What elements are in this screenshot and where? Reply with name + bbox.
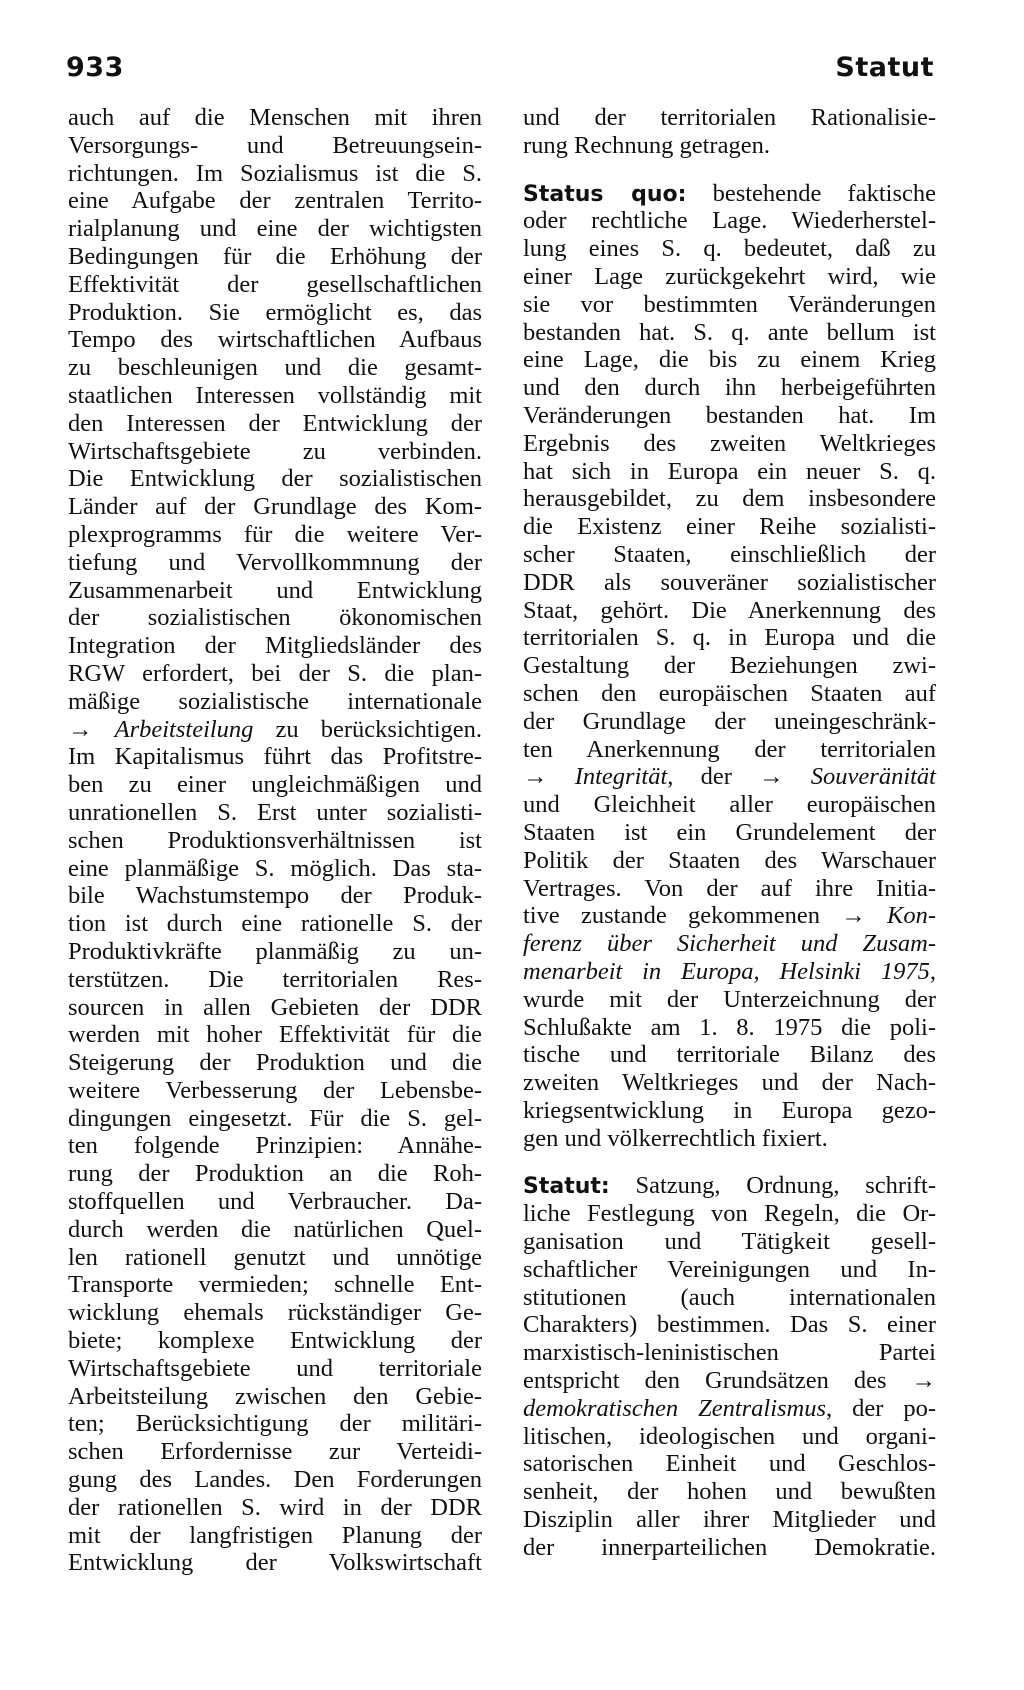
text-run: schen Produktionsverhältnissen ist — [68, 826, 482, 854]
text-run: rung der Produktion an die Roh- — [68, 1160, 482, 1188]
text-line — [68, 966, 482, 994]
text-run: Politik der Staaten des Warschauer — [523, 846, 936, 874]
text-line — [68, 382, 482, 410]
text-run: der innerparteilichen Demokratie. — [523, 1533, 936, 1561]
text-line — [523, 569, 936, 597]
text-run: ten folgende Prinzipien: Annähe- — [68, 1132, 482, 1160]
text-run: Länder auf der Grundlage des Kom- — [68, 493, 482, 521]
text-run: Veränderungen bestanden hat. Im — [523, 401, 936, 429]
text-line — [523, 652, 936, 680]
text-line — [68, 1160, 482, 1188]
text-line — [68, 910, 482, 938]
text-line — [523, 319, 936, 347]
text-line — [523, 1014, 936, 1042]
text-run: Versorgungs- und Betreuungsein- — [68, 131, 482, 159]
text-run: Im Kapitalismus führt das Profitstre- — [68, 743, 482, 771]
text-line — [68, 187, 482, 215]
text-run: Zusammenarbeit und Entwicklung — [68, 576, 482, 604]
running-head: Statut — [835, 52, 934, 83]
text-line — [68, 549, 482, 577]
text-run: marxistisch-leninistischen Partei — [523, 1339, 936, 1367]
cross-reference-term: Integrität — [574, 763, 668, 791]
text-run: Produktivkräfte planmäßig zu un- — [68, 937, 482, 965]
text-line — [68, 215, 482, 243]
text-line — [523, 235, 936, 263]
text-run: Vertrages. Von der auf ihre Initia- — [523, 874, 936, 902]
text-run: Schlußakte am 1. 8. 1975 die poli- — [523, 1013, 936, 1041]
text-line — [523, 541, 936, 569]
text-line — [68, 271, 482, 299]
page-number: 933 — [66, 52, 124, 83]
text-line — [523, 819, 936, 847]
text-line — [68, 493, 482, 521]
text-run: schen Erfordernisse zur Verteidi- — [68, 1438, 482, 1466]
text-line — [523, 1200, 936, 1228]
text-line — [523, 1423, 936, 1451]
text-line — [68, 660, 482, 688]
text-run: stitutionen (auch internationalen — [523, 1283, 936, 1311]
text-run: auch auf die Menschen mit ihren — [68, 104, 482, 131]
text-run: gen und völkerrechtlich fixiert. — [523, 1124, 828, 1152]
text-line — [68, 1244, 482, 1272]
text-run: der sozialistischen ökonomischen — [68, 604, 482, 632]
text-line — [68, 1216, 482, 1244]
text-run: ten Anerkennung der territorialen — [523, 735, 936, 763]
text-run: herausgebildet, zu dem insbesondere — [523, 485, 936, 513]
text-line — [68, 771, 482, 799]
text-line — [523, 708, 936, 736]
text-line — [523, 430, 936, 458]
text-line — [523, 291, 936, 319]
text-run: Die Entwicklung der sozialistischen — [68, 465, 482, 493]
text-line — [68, 326, 482, 354]
text-run: zu beschleunigen und die gesamt- — [68, 354, 482, 382]
cross-reference-term: demokratischen Zentralismus — [523, 1394, 827, 1422]
text-line — [68, 827, 482, 855]
cross-reference-arrow: → — [841, 902, 887, 930]
text-run: rung Rechnung getragen. — [523, 131, 770, 159]
left-text-column — [68, 104, 482, 1577]
text-line — [68, 1188, 482, 1216]
cross-reference-arrow: → — [68, 715, 115, 743]
text-line — [68, 1383, 482, 1411]
text-line — [68, 1299, 482, 1327]
text-line — [523, 1069, 936, 1097]
text-run: tion ist durch eine rationelle S. der — [68, 910, 482, 938]
text-run: scher Staaten, einschließlich der — [523, 540, 936, 568]
text-run: Transporte vermieden; schnelle Ent- — [68, 1271, 482, 1299]
text-run: terstützen. Die territorialen Res- — [68, 965, 482, 993]
text-run: liche Festlegung von Regeln, die Or- — [523, 1200, 936, 1228]
text-line — [68, 938, 482, 966]
cross-reference-term: menarbeit in Europa, Helsinki 1975, — [523, 957, 936, 985]
text-line — [523, 597, 936, 625]
text-line — [523, 1256, 936, 1284]
text-line — [523, 680, 936, 708]
text-line — [523, 1395, 936, 1423]
text-line — [68, 1049, 482, 1077]
cross-reference-arrow: → — [523, 763, 575, 791]
text-line — [523, 1367, 936, 1395]
text-line — [68, 299, 482, 327]
text-run: ben zu einer ungleichmäßigen und — [68, 771, 482, 799]
text-run: mäßige sozialistische internationale — [68, 687, 482, 715]
text-line — [523, 1506, 936, 1534]
text-line — [68, 1021, 482, 1049]
text-line — [68, 132, 482, 160]
text-line — [68, 688, 482, 716]
text-run: territorialen S. q. in Europa und die — [523, 624, 936, 652]
text-run: bestanden hat. S. q. ante bellum ist — [523, 318, 936, 346]
text-run: tive zustande gekommenen — [523, 902, 842, 930]
text-run: bile Wachstumstempo der Produk- — [68, 882, 482, 910]
text-line — [523, 736, 936, 764]
entry-keyword: Status quo: — [523, 181, 687, 207]
text-run: ten; Berücksichtigung der militäri- — [68, 1410, 482, 1438]
text-run: senheit, der hohen und bewußten — [523, 1478, 936, 1506]
text-line — [68, 1105, 482, 1133]
text-run: Disziplin aller ihrer Mitglieder und — [523, 1506, 936, 1534]
paragraph-gap — [523, 1152, 936, 1172]
text-run: werden mit hoher Effektivität für die — [68, 1021, 482, 1049]
text-run: einer Lage zurückgekehrt wird, wie — [523, 262, 936, 290]
text-run: sie vor bestimmten Veränderungen — [523, 290, 936, 318]
text-run: eine Lage, die bis zu einem Krieg — [523, 346, 936, 374]
text-run: und Gleichheit aller europäischen — [523, 791, 936, 819]
text-line — [523, 1041, 936, 1069]
text-line — [523, 458, 936, 486]
text-run: stoffquellen und Verbraucher. Da- — [68, 1188, 482, 1216]
text-run: Steigerung der Produktion und die — [68, 1049, 482, 1077]
text-line — [68, 632, 482, 660]
text-run: die Existenz einer Reihe sozialisti- — [523, 513, 936, 541]
text-run: Tempo des wirtschaftlichen Aufbaus — [68, 326, 482, 354]
text-run: Entwicklung der Volkswirtschaft — [68, 1549, 482, 1577]
text-line — [523, 263, 936, 291]
text-run: , der po- — [826, 1394, 936, 1422]
right-text-column — [523, 104, 936, 1562]
text-line — [523, 513, 936, 541]
text-line — [523, 374, 936, 402]
text-line — [523, 132, 936, 160]
text-line — [523, 1311, 936, 1339]
text-line — [68, 882, 482, 910]
text-line — [68, 438, 482, 466]
paragraph-gap — [523, 160, 936, 180]
text-line — [68, 1077, 482, 1105]
text-line — [523, 930, 936, 958]
text-run: Gestaltung der Beziehungen zwi- — [523, 652, 936, 680]
text-line — [68, 1132, 482, 1160]
text-line — [523, 485, 936, 513]
text-run: durch werden die natürlichen Quel- — [68, 1215, 482, 1243]
text-line — [68, 1327, 482, 1355]
text-run: hat sich in Europa ein neuer S. q. — [523, 457, 936, 485]
text-line — [523, 1097, 936, 1125]
text-line — [523, 875, 936, 903]
text-line — [68, 104, 482, 132]
text-line — [68, 994, 482, 1022]
text-run: schaftlicher Vereinigungen und In- — [523, 1255, 936, 1283]
text-run: dingungen eingesetzt. Für die S. gel- — [68, 1104, 482, 1132]
text-run: unrationellen S. Erst unter sozialisti- — [68, 798, 482, 826]
text-line — [68, 604, 482, 632]
text-line — [523, 1228, 936, 1256]
text-run: richtungen. Im Sozialismus ist die S. — [68, 159, 482, 187]
text-line — [523, 958, 936, 986]
text-run: Staaten ist ein Grundelement der — [523, 818, 936, 846]
text-run: eine Aufgabe der zentralen Territo- — [68, 187, 482, 215]
text-run: Satzung, Ordnung, schrift- — [609, 1172, 936, 1200]
text-line — [68, 1271, 482, 1299]
text-run: RGW erfordert, bei der S. die plan- — [68, 659, 482, 687]
text-run: schen den europäischen Staaten auf — [523, 679, 936, 707]
cross-reference-arrow: → — [759, 763, 811, 791]
text-line — [523, 986, 936, 1014]
text-line — [68, 855, 482, 883]
text-line — [523, 1534, 936, 1562]
cross-reference-term: Kon- — [887, 902, 936, 930]
text-run: der rationellen S. wird in der DDR — [68, 1493, 482, 1521]
text-run: mit der langfristigen Planung der — [68, 1521, 482, 1549]
text-run: kriegsentwicklung in Europa gezo- — [523, 1096, 936, 1124]
text-line — [523, 207, 936, 235]
text-run: bestehende faktische — [686, 179, 936, 207]
text-run: gung des Landes. Den Forderungen — [68, 1466, 482, 1494]
text-line — [523, 1339, 936, 1367]
text-line — [68, 160, 482, 188]
text-line — [523, 104, 936, 132]
text-run: tische und territoriale Bilanz des — [523, 1041, 936, 1069]
cross-reference-arrow: → — [911, 1367, 936, 1395]
text-line — [68, 743, 482, 771]
text-run: weitere Verbesserung der Lebensbe- — [68, 1076, 482, 1104]
text-run: Wirtschaftsgebiete und territoriale — [68, 1354, 482, 1382]
text-run: Arbeitsteilung zwischen den Gebie- — [68, 1382, 482, 1410]
text-run: ganisation und Tätigkeit gesell- — [523, 1228, 936, 1256]
text-line — [68, 1410, 482, 1438]
text-line — [68, 1522, 482, 1550]
text-line — [523, 402, 936, 430]
cross-reference-term: ferenz über Sicherheit und Zusam- — [523, 930, 936, 958]
text-run: Ergebnis des zweiten Weltkrieges — [523, 429, 936, 457]
text-run: litischen, ideologischen und organi- — [523, 1422, 936, 1450]
text-line — [523, 180, 936, 208]
text-run: Wirtschaftsgebiete zu verbinden. — [68, 437, 482, 465]
text-run: staatlichen Interessen vollständig mit — [68, 381, 482, 409]
entry-keyword: Statut: — [523, 1174, 610, 1200]
text-run: plexprogramms für die weitere Ver- — [68, 520, 482, 548]
text-run: der Grundlage der uneingeschränk- — [523, 707, 936, 735]
text-run: den Interessen der Entwicklung der — [68, 409, 482, 437]
text-run: Bedingungen für die Erhöhung der — [68, 242, 482, 270]
text-run: eine planmäßige S. möglich. Das sta- — [68, 854, 482, 882]
text-line — [68, 465, 482, 493]
text-run: zu berücksichtigen. — [253, 715, 482, 743]
text-line — [68, 577, 482, 605]
text-run: zweiten Weltkrieges und der Nach- — [523, 1069, 936, 1097]
text-line — [523, 1284, 936, 1312]
text-run: entspricht den Grundsätzen des — [523, 1367, 912, 1395]
text-line — [523, 1172, 936, 1200]
text-run: Charakters) bestimmen. Das S. einer — [523, 1311, 936, 1339]
cross-reference-term: Arbeitsteilung — [114, 715, 254, 743]
text-run: Effektivität der gesellschaftlichen — [68, 270, 482, 298]
text-line — [523, 1478, 936, 1506]
text-line — [68, 799, 482, 827]
text-line — [68, 1549, 482, 1577]
text-run: wicklung ehemals rückständiger Ge- — [68, 1299, 482, 1327]
text-run: Integration der Mitgliedsländer des — [68, 632, 482, 660]
text-line — [523, 624, 936, 652]
text-run: biete; komplexe Entwicklung der — [68, 1327, 482, 1355]
text-run: Staat, gehört. Die Anerkennung des — [523, 596, 936, 624]
text-run: tiefung und Vervollkommnung der — [68, 548, 482, 576]
text-run: sourcen in allen Gebieten der DDR — [68, 993, 482, 1021]
text-line — [68, 1494, 482, 1522]
text-run: len rationell genutzt und unnötige — [68, 1243, 482, 1271]
text-run: und den durch ihn herbeigeführten — [523, 374, 936, 402]
text-line — [523, 1450, 936, 1478]
text-line — [68, 1466, 482, 1494]
text-line — [523, 1125, 936, 1153]
text-line — [523, 902, 936, 930]
text-run: oder rechtliche Lage. Wiederherstel- — [523, 207, 936, 235]
text-run: , der — [667, 763, 760, 791]
text-line — [68, 410, 482, 438]
text-line — [523, 791, 936, 819]
text-run: satorischen Einheit und Geschlos- — [523, 1450, 936, 1478]
text-run: und der territorialen Rationalisie- — [523, 104, 936, 131]
text-line — [68, 243, 482, 271]
text-run: DDR als souveräner sozialistischer — [523, 568, 936, 596]
text-run: rialplanung und eine der wichtigsten — [68, 215, 482, 243]
text-line — [68, 716, 482, 744]
cross-reference-term: Souveränität — [810, 763, 936, 791]
text-line — [68, 1438, 482, 1466]
text-line — [68, 1355, 482, 1383]
text-line — [523, 847, 936, 875]
text-run: Produktion. Sie ermöglicht es, das — [68, 298, 482, 326]
text-run: lung eines S. q. bedeutet, daß zu — [523, 235, 936, 263]
text-line — [68, 354, 482, 382]
text-line — [68, 521, 482, 549]
text-line — [523, 763, 936, 791]
text-line — [523, 346, 936, 374]
text-run: wurde mit der Unterzeichnung der — [523, 985, 936, 1013]
